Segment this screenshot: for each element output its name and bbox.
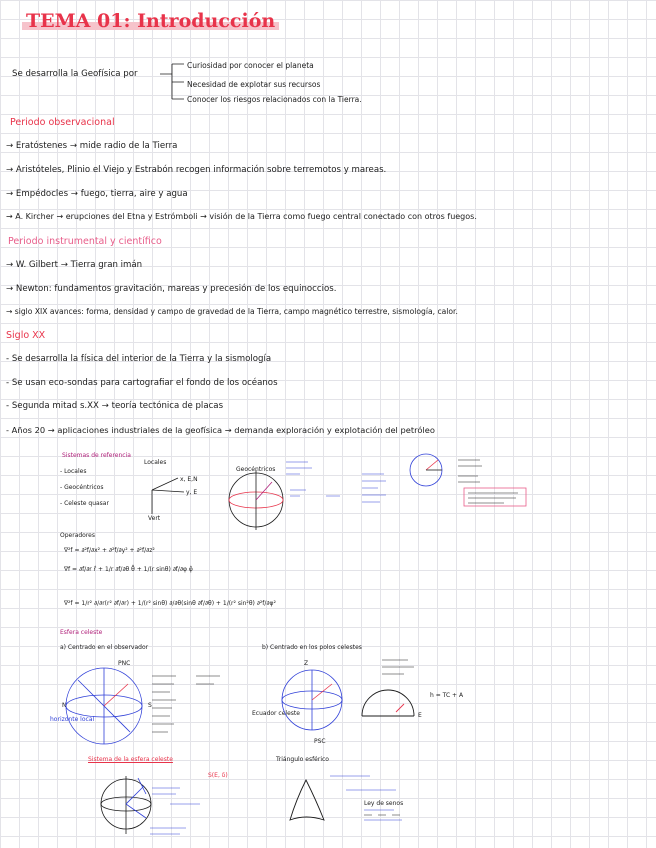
section-heading-siglo-xx: Siglo XX: [6, 330, 46, 341]
diagram-label: h = TC + A: [430, 692, 464, 699]
notes-item: - Locales: [60, 468, 87, 475]
diagram-label: horizonte local: [50, 716, 95, 723]
diagram-label: Geocéntricos: [236, 466, 276, 473]
sphere-b-notes-icon: [382, 660, 414, 674]
notes-heading: Sistemas de referencia: [62, 452, 131, 459]
blue-notes-icon: [286, 462, 386, 502]
celestial-sphere-poles-icon: [282, 670, 342, 730]
diagram-caption: a) Centrado en el observador: [60, 644, 149, 651]
text-line: → Aristóteles, Plinio el Viejo y Estrabón recogen información sobre terremotos y mareas.: [6, 165, 387, 175]
equatorial-notes-icon: [150, 788, 200, 834]
text-line: → Newton: fundamentos gravitación, mareas y precesión de los equinoccios.: [6, 284, 337, 294]
text-line: → Empédocles → fuego, tierra, aire y agua: [6, 189, 188, 199]
intro-item: Curiosidad por conocer el planeta: [187, 61, 314, 70]
sphere-a-notes-icon: [152, 676, 220, 732]
diagram-label: Ley de senos: [364, 800, 404, 807]
text-line: → siglo XIX avances: forma, densidad y campo de gravedad de la Tierra, campo magnético terrestre, sismología, calor.: [6, 307, 458, 316]
notes-heading: Esfera celeste: [60, 629, 103, 636]
diagram-label: S(E, δ): [208, 772, 228, 779]
geocentric-sphere-icon: [229, 470, 283, 530]
notes-item: - Geocéntricos: [60, 484, 104, 491]
equation: ∇²f = 1/r² ∂/∂r(r² ∂f/∂r) + 1/(r² sinθ) ∂/∂θ(sinθ ∂f/∂θ) + 1/(r² sin²θ) ∂²f/∂φ²: [64, 600, 276, 607]
diagram-label: Ecuador celeste: [252, 710, 300, 717]
diagram-label: N: [62, 702, 67, 709]
notes-item: - Celeste quasar: [60, 500, 109, 507]
celestial-sphere-observer-icon: [66, 668, 142, 744]
spherical-triangle-icon: [290, 780, 324, 820]
notes-heading: Triángulo esférico: [276, 756, 329, 763]
notes-heading: Operadores: [60, 532, 95, 539]
boxed-formula-lines-icon: [468, 493, 518, 503]
text-line: - Años 20 → aplicaciones industriales de la geofísica → demanda exploración y explotación del petróleo: [6, 425, 435, 435]
angle-circle-icon: [410, 454, 442, 486]
diagram-label: Z: [304, 660, 309, 667]
diagram-caption: b) Centrado en los polos celestes: [262, 644, 362, 651]
text-line: - Segunda mitad s.XX → teoría tectónica de placas: [6, 401, 224, 411]
intro-item: Conocer los riesgos relacionados con la Tierra.: [187, 95, 362, 104]
diagram-label: PSC: [314, 738, 326, 745]
section-heading-observacional: Periodo observacional: [10, 117, 115, 128]
intro-brace-icon: [160, 64, 184, 99]
text-line: → W. Gilbert → Tierra gran imán: [6, 260, 143, 270]
diagram-label: Locales: [144, 459, 167, 466]
triangle-notes-icon: [330, 776, 402, 820]
equation: ∇f = ∂f/∂r r̂ + 1/r ∂f/∂θ θ̂ + 1/(r sinθ) ∂f/∂φ φ̂: [64, 566, 193, 573]
notes-heading: Sistema de la esfera celeste: [88, 756, 173, 763]
diagram-label: S: [148, 702, 152, 709]
equatorial-sphere-icon: [101, 776, 151, 834]
diagram-label: PNC: [118, 660, 131, 667]
formula-lines-icon: [458, 460, 482, 482]
axis-label: Vert: [148, 515, 161, 522]
intro-item: Necesidad de explotar sus recursos: [187, 80, 321, 89]
text-line: → A. Kircher → erupciones del Etna y Estrómboli → visión de la Tierra como fuego central conectado con otros fuegos.: [6, 212, 477, 221]
diagram-label: E: [418, 712, 422, 719]
axes-icon: [152, 478, 184, 514]
axis-label: y, E: [186, 489, 198, 496]
section-heading-instrumental: Periodo instrumental y científico: [8, 236, 162, 247]
boxed-formula-icon: [464, 488, 526, 506]
equation: ∇²f = ∂²f/∂x² + ∂²f/∂y² + ∂²f/∂z²: [64, 547, 155, 554]
horizon-arc-icon: [362, 690, 414, 716]
text-line: → Eratóstenes → mide radio de la Tierra: [6, 141, 178, 151]
axis-label: x, E,N: [180, 476, 198, 483]
page-title: TEMA 01: Introducción: [22, 10, 279, 32]
text-line: - Se desarrolla la física del interior de la Tierra y la sismología: [6, 354, 272, 364]
text-line: - Se usan eco-sondas para cartografiar el fondo de los océanos: [6, 378, 278, 388]
intro-lead: Se desarrolla la Geofísica por: [12, 69, 138, 79]
